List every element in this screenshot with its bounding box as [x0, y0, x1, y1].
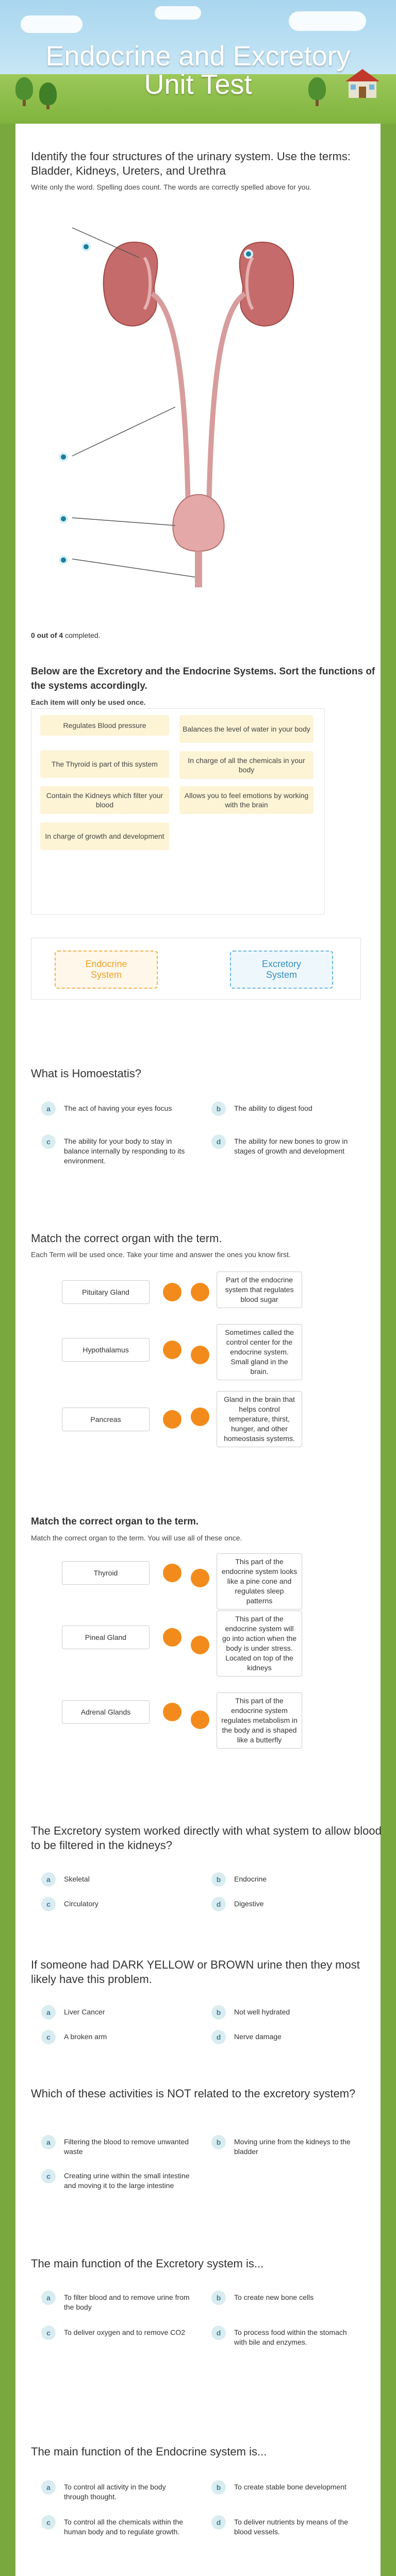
answer-option[interactable]: b Endocrine — [211, 1874, 361, 1887]
match-term[interactable]: Adrenal Glands — [62, 1700, 150, 1724]
match-connector[interactable] — [191, 1346, 209, 1364]
cloud — [289, 11, 366, 31]
match-definition[interactable]: This part of the endocrine system looks like a pine cone and regulates sleep patterns — [217, 1553, 302, 1609]
sort-card[interactable]: Contain the Kidneys which filter your blood — [40, 786, 169, 814]
question-excretory-partner — [31, 1824, 382, 1853]
label-hotspot-1[interactable] — [81, 242, 91, 251]
question-instructions: Match the correct organ to the term. You will use all of these once. — [31, 1534, 242, 1542]
answer-option[interactable]: b The ability to digest food — [211, 1104, 361, 1116]
question-not-excretory — [31, 2087, 382, 2101]
question-title: The main function of the Endocrine system is... — [31, 2445, 267, 2458]
answer-option[interactable]: a The act of having your eyes focus — [41, 1104, 191, 1116]
question-homeostasis — [31, 1066, 382, 1081]
answer-option[interactable]: d The ability for new bones to grow in stages of growth and development — [211, 1137, 361, 1156]
page-title: Endocrine and Excretory — [45, 41, 351, 72]
question-endocrine-function — [31, 2445, 382, 2459]
question-title: Below are the Excretory and the Endocrine Systems. Sort the functions of the systems accordingly. — [31, 666, 375, 691]
match-definition[interactable]: Gland in the brain that helps control temperature, thirst, hunger, and other homeostasis systems. — [217, 1391, 302, 1447]
match-definition[interactable]: This part of the endocrine system regulates metabolism in the body and is shaped like a butterfly — [217, 1692, 302, 1749]
match-term[interactable]: Pineal Gland — [62, 1625, 150, 1649]
answer-option[interactable]: d Digestive — [211, 1899, 361, 1911]
match-definition[interactable]: This part of the endocrine system will go into action when the body is under stress. Located on top of the kidneys — [217, 1611, 302, 1676]
sort-card[interactable]: Allows you to feel emotions by working with the brain — [179, 786, 314, 814]
page-subtitle: Unit Test — [144, 69, 252, 100]
match-connector[interactable] — [191, 1408, 209, 1426]
label-hotspot-3[interactable] — [59, 452, 68, 462]
question-title: The Excretory system worked directly with what system to allow blood to be filtered in the kidneys? — [31, 1824, 382, 1852]
match-connector[interactable] — [191, 1636, 209, 1654]
answer-option[interactable]: d Nerve damage — [211, 2032, 361, 2044]
question-instructions: Each Term will be used once. Take your time and answer the ones you know first. — [31, 1250, 291, 1259]
match-term[interactable]: Hypothalamus — [62, 1338, 150, 1362]
answer-option[interactable]: c To control all the chemicals within the human body and to regulate growth. — [41, 2517, 191, 2537]
answer-option[interactable]: a To filter blood and to remove urine from the body — [41, 2293, 191, 2312]
label-hotspot-2[interactable] — [244, 249, 253, 259]
match-connector[interactable] — [191, 1569, 209, 1587]
question-instructions: Write only the word. Spelling does count. The words are correctly spelled above for you. — [31, 183, 312, 191]
question-urine-color — [31, 1958, 382, 1987]
sort-card[interactable]: The Thyroid is part of this system — [40, 750, 169, 778]
question-title: The main function of the Excretory system is... — [31, 2257, 264, 2270]
answer-option[interactable]: b Not well hydrated — [211, 2007, 361, 2020]
label-hotspot-4[interactable] — [59, 514, 68, 523]
bin-endocrine[interactable]: Endocrine System — [55, 951, 158, 989]
answer-option[interactable]: c A broken arm — [41, 2032, 191, 2044]
urinary-system-diagram — [57, 222, 345, 592]
match-connector[interactable] — [163, 1283, 182, 1301]
answer-option[interactable]: a Filtering the blood to remove unwanted waste — [41, 2137, 191, 2157]
answer-option[interactable]: a Liver Cancer — [41, 2007, 191, 2020]
sort-card[interactable]: In charge of growth and development — [40, 822, 169, 850]
match-term[interactable]: Pancreas — [62, 1408, 150, 1431]
answer-option[interactable]: c To deliver oxygen and to remove CO2 — [41, 2328, 191, 2340]
answer-option[interactable]: b To create stable bone development — [211, 2482, 361, 2495]
question-match-organs-1 — [31, 1231, 382, 1260]
match-definition[interactable]: Part of the endocrine system that regulates blood sugar — [217, 1272, 302, 1308]
cloud — [21, 15, 82, 33]
sort-card[interactable]: Regulates Blood pressure — [40, 715, 169, 736]
cloud — [155, 6, 201, 20]
question-match-organs-2 — [31, 1515, 382, 1543]
answer-option[interactable]: b To create new bone cells — [211, 2293, 361, 2305]
question-urinary-labeling — [31, 149, 382, 192]
match-term[interactable]: Thyroid — [62, 1561, 150, 1585]
label-hotspot-5[interactable] — [59, 555, 68, 565]
match-connector[interactable] — [163, 1703, 182, 1721]
answer-option[interactable]: c Circulatory — [41, 1899, 191, 1911]
match-connector[interactable] — [191, 1710, 209, 1729]
question-title: Which of these activities is NOT related to the excretory system? — [31, 2087, 356, 2100]
match-connector[interactable] — [163, 1628, 182, 1647]
match-connector[interactable] — [163, 1410, 182, 1429]
match-connector[interactable] — [163, 1564, 182, 1582]
answer-option[interactable]: d To process food within the stomach with bile and enzymes. — [211, 2328, 361, 2347]
question-excretory-function — [31, 2257, 382, 2271]
match-connector[interactable] — [163, 1341, 182, 1359]
quiz-sheet — [15, 124, 381, 2576]
answer-option[interactable]: c The ability for your body to stay in balance internally by responding to its environment. — [41, 1137, 191, 1166]
sort-card[interactable]: In charge of all the chemicals in your body — [179, 751, 314, 779]
answer-option[interactable]: a Skeletal — [41, 1874, 191, 1887]
question-title: Match the correct organ with the term. — [31, 1232, 222, 1245]
question-note: Each item will only be used once. — [31, 698, 146, 706]
question-title: Match the correct organ to the term. — [31, 1516, 199, 1527]
answer-option[interactable]: b Moving urine from the kidneys to the bladder — [211, 2137, 361, 2157]
match-connector[interactable] — [191, 1283, 209, 1301]
match-definition[interactable]: Sometimes called the control center for the endocrine system. Small gland in the brain. — [217, 1324, 302, 1380]
question-sort-systems — [31, 665, 382, 707]
answer-option[interactable]: c Creating urine within the small intestine and moving it to the large intestine — [41, 2171, 191, 2191]
question-title: What is Homoestatis? — [31, 1067, 141, 1080]
match-term[interactable]: Pituitary Gland — [62, 1280, 150, 1304]
bin-excretory[interactable]: Excretory System — [230, 951, 333, 989]
answer-option[interactable]: a To control all activity in the body through thought. — [41, 2482, 191, 2502]
question-title: Identify the four structures of the urinary system. Use the terms: Bladder, Kidneys, Ureters, and Urethra — [31, 150, 351, 177]
sort-card[interactable]: Balances the level of water in your body — [179, 715, 314, 743]
answer-option[interactable]: d To deliver nutrients by means of the blood vessels. — [211, 2517, 361, 2537]
question-title: If someone had DARK YELLOW or BROWN urine then they most likely have this problem. — [31, 1958, 360, 1986]
header-banner — [0, 0, 396, 124]
progress-text: 0 out of 4 completed. — [31, 631, 101, 639]
